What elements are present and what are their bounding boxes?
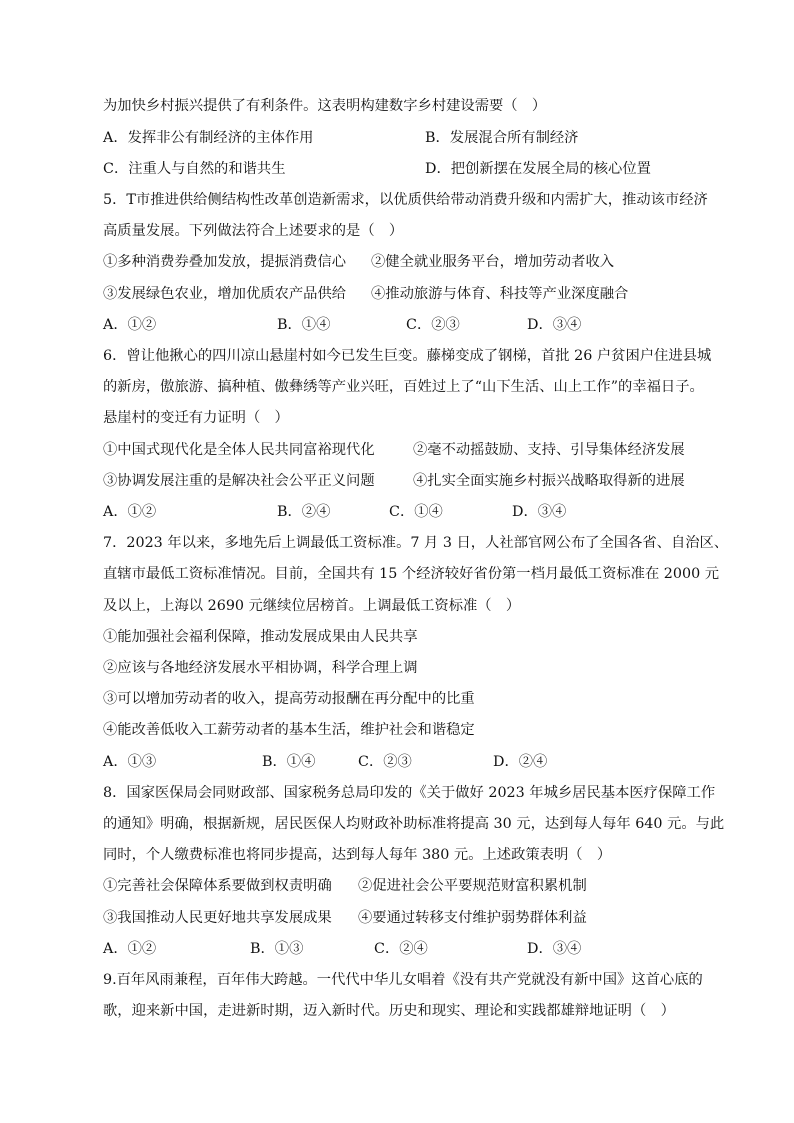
q5-option-d: D．③④ (527, 317, 582, 333)
q8-stem-line-1: 8．国家医保局会同财政部、国家税务总局印发的《关于做好 2023 年城乡居民基本医疗保障工作 (103, 785, 716, 801)
q7-statement-2: ②应该与各地经济发展水平相协调，科学合理上调 (103, 660, 418, 676)
q6-options (103, 502, 703, 522)
q4-option-row-2 (103, 159, 703, 179)
q4-option-row-1 (103, 128, 703, 148)
q6-option-d: D．③④ (512, 504, 567, 520)
q8-statement-row-1 (103, 876, 703, 896)
q7-stem-line-1: 7．2023 年以来，多地先后上调最低工资标准。7 月 3 日，人社部官网公布了全国各省、自治区、 (103, 535, 729, 551)
q7-option-d: D．②④ (493, 754, 548, 770)
q7-statement-3: ③可以增加劳动者的收入，提高劳动报酬在再分配中的比重 (103, 691, 475, 707)
q5-statement-4: ④推动旅游与体育、科技等产业深度融合 (371, 286, 629, 302)
q8-statement-4: ④要通过转移支付维护弱势群体利益 (358, 910, 587, 926)
q7-options (103, 752, 703, 772)
q5-statement-3: ③发展绿色农业，增加优质农产品供给 (103, 286, 347, 302)
q6-option-c: C．①④ (389, 504, 443, 520)
q5-options (103, 315, 703, 335)
q4-option-d: D．把创新摆在发展全局的核心位置 (425, 161, 651, 177)
q7-option-b: B．①④ (262, 754, 316, 770)
q6-option-b: B．②④ (277, 504, 331, 520)
q4-option-c: C．注重人与自然的和谐共生 (103, 161, 286, 177)
q6-stem-line-1: 6．曾让他揪心的四川凉山悬崖村如今已发生巨变。藤梯变成了钢梯，首批 26 户贫困户住进县城 (103, 348, 712, 364)
q6-statement-row-1 (103, 440, 703, 460)
q8-stem-line-3: 同时，个人缴费标准也将同步提高，达到每人每年 380 元。上述政策表明（ ） (103, 847, 612, 863)
q6-option-a: A．①② (103, 504, 157, 520)
q8-options (103, 939, 703, 959)
q7-statement-1: ①能加强社会福利保障，推动发展成果由人民共享 (103, 629, 418, 645)
q5-statement-row-1 (103, 252, 703, 272)
q5-option-a: A．①② (103, 317, 157, 333)
q8-option-c: C．②④ (374, 941, 428, 957)
q5-option-c: C．②③ (406, 317, 460, 333)
q5-stem-line-1: 5．T市推进供给侧结构性改革创造新需求，以优质供给带动消费升级和内需扩大，推动该市经济 (103, 192, 708, 208)
q4-option-b: B．发展混合所有制经济 (425, 130, 579, 146)
q8-option-b: B．①③ (250, 941, 304, 957)
q6-statement-4: ④扎实全面实施乡村振兴战略取得新的进展 (413, 473, 685, 489)
q4-option-a: A．发挥非公有制经济的主体作用 (103, 130, 314, 146)
q4-stem-continuation: 为加快乡村振兴提供了有利条件。这表明构建数字乡村建设需要（ ） (103, 98, 547, 114)
q5-option-b: B．①④ (277, 317, 331, 333)
q6-statement-2: ②毫不动摇鼓励、支持、引导集体经济发展 (413, 442, 685, 458)
q7-option-a: A．①③ (103, 754, 157, 770)
q5-statement-row-2 (103, 284, 703, 304)
q6-statement-1: ①中国式现代化是全体人民共同富裕现代化 (103, 442, 375, 458)
q5-statement-1: ①多种消费券叠加发放，提振消费信心 (103, 254, 347, 270)
q8-statement-row-2 (103, 908, 703, 928)
q8-option-d: D．③④ (527, 941, 582, 957)
q7-stem-line-3: 及以上，上海以 2690 元继续位居榜首。上调最低工资标准（ ） (103, 598, 521, 614)
q7-stem-line-2: 直辖市最低工资标准情况。目前，全国共有 15 个经济较好省份第一档月最低工资标准在 2000 元 (103, 566, 720, 582)
q7-statement-4: ④能改善低收入工薪劳动者的基本生活，维护社会和谐稳定 (103, 722, 475, 738)
q8-statement-2: ②促进社会公平要规范财富积累机制 (358, 878, 587, 894)
q6-stem-line-2: 的新房，傲旅游、搞种植、傲彝绣等产业兴旺，百姓过上了“山下生活、山上工作”的幸福日子。 (103, 379, 704, 395)
q6-statement-3: ③协调发展注重的是解决社会公平正义问题 (103, 473, 375, 489)
q8-statement-3: ③我国推动人民更好地共享发展成果 (103, 910, 332, 926)
q6-statement-row-2 (103, 471, 703, 491)
q8-option-a: A．①② (103, 941, 157, 957)
q7-option-c: C．②③ (358, 754, 412, 770)
q8-stem-line-2: 的通知》明确，根据新规，居民医保人均财政补助标准将提高 30 元，达到每人每年 640 元。与此 (103, 816, 725, 832)
q6-stem-line-3: 悬崖村的变迁有力证明（ ） (103, 410, 289, 426)
q5-statement-2: ②健全就业服务平台，增加劳动者收入 (371, 254, 615, 270)
q8-statement-1: ①完善社会保障体系要做到权责明确 (103, 878, 332, 894)
q9-stem-line-1: 9.百年风雨兼程，百年伟大跨越。一代代中华儿女唱着《没有共产党就没有新中国》这首心底的 (103, 972, 703, 988)
q5-stem-line-2: 高质量发展。下列做法符合上述要求的是（ ） (103, 223, 404, 239)
q9-stem-line-2: 歌，迎来新中国，走进新时期，迈入新时代。历史和现实、理论和实践都雄辩地证明（ ） (103, 1003, 675, 1019)
